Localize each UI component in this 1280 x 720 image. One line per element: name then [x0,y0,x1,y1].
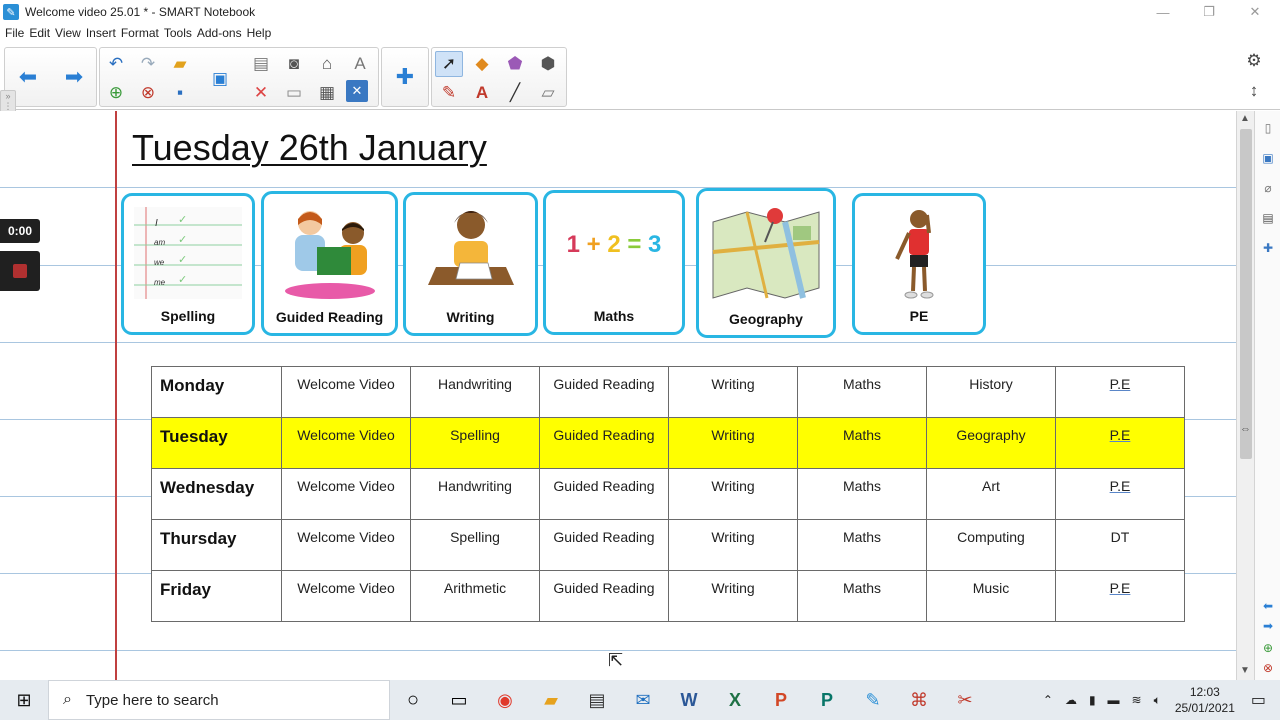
lesson-cell: Guided Reading [540,469,669,520]
mail-icon[interactable]: ✉ [635,689,651,710]
microphone-icon[interactable]: ▮ [1088,693,1096,707]
publisher-icon[interactable]: P [820,689,833,710]
lesson-cell: Maths [798,520,927,571]
save-icon[interactable]: ▪ [176,83,184,102]
timetable-row-wednesday [152,469,1185,520]
menu-view[interactable]: View [55,26,81,40]
show-hidden-icons-icon[interactable]: ⌃ [1042,693,1053,707]
day-label: Thursday [152,520,282,571]
lesson-cell: Maths [798,367,927,418]
spelling-sheet-icon [132,204,244,302]
card-label: PE [909,308,929,324]
redo-icon[interactable]: ↷ [140,54,156,73]
lesson-cell: Maths [798,571,927,622]
lesson-cell: Writing [669,367,798,418]
scrollbar-thumb[interactable] [1240,129,1252,459]
timetable-row-monday [152,367,1185,418]
screen-shade-icon[interactable]: ▭ [285,83,303,102]
lesson-cell: Art [927,469,1056,520]
clock-time: 12:03 [1189,685,1220,699]
gallery-icon[interactable]: ▣ [1262,151,1274,165]
menu-file[interactable]: File [5,26,25,40]
powerpoint-icon[interactable]: P [774,689,787,710]
lesson-cell: Writing [669,571,798,622]
spell-check-icon[interactable]: A [354,54,366,73]
wifi-icon[interactable]: ≋ [1131,693,1142,707]
lesson-cell: Handwriting [411,469,540,520]
lesson-cell: Writing [669,469,798,520]
lesson-cell: Writing [669,520,798,571]
vertical-scrollbar[interactable] [1236,111,1254,680]
lesson-cell [1056,367,1185,418]
spelling-word: we [154,258,165,267]
whiteboard-page[interactable] [0,111,1236,680]
lesson-cell: Guided Reading [540,520,669,571]
smart-notebook-app-icon: ✎ [3,4,19,20]
navigation-group [4,47,97,107]
delete-icon[interactable]: ✕ [253,83,269,102]
fill-tool-icon[interactable]: ⬢ [540,54,556,73]
clock-date: 25/01/2021 [1174,701,1235,715]
maths-card[interactable] [543,190,685,335]
lesson-cell: Arithmetic [411,571,540,622]
window-title: Welcome video 25.01 * - SMART Notebook [25,5,256,19]
windows-taskbar [0,680,1280,720]
lesson-cell: Guided Reading [540,418,669,469]
open-file-icon[interactable]: ▰ [173,54,187,73]
menu-tools[interactable]: Tools [163,26,192,40]
next-page-icon[interactable]: ➡ [64,64,84,89]
spelling-word: am [154,238,166,247]
lesson-cell: Welcome Video [282,520,411,571]
page-title[interactable]: Tuesday 26th January [132,127,487,168]
equation-term: 3 [648,230,662,258]
word-icon[interactable]: W [680,689,698,710]
pe-label: P.E [1109,580,1131,596]
stop-recording-button[interactable] [0,251,40,291]
chrome-icon[interactable]: ◉ [497,689,513,710]
equation-term: 2 [607,230,621,258]
add-page-side-icon[interactable]: ⊕ [1262,641,1274,655]
lesson-cell: Welcome Video [282,571,411,622]
next-page-side-icon[interactable]: ➡ [1262,619,1274,633]
add-page-icon[interactable]: ⊕ [108,83,124,102]
spelling-word: I [155,218,158,229]
undo-icon[interactable]: ↶ [108,54,124,73]
svg-text:✓: ✓ [178,213,188,226]
side-panel-grip[interactable]: » ⋮ [0,90,16,130]
delete-page-icon[interactable]: ⊗ [140,83,156,102]
lesson-cell: Guided Reading [540,367,669,418]
lesson-cell: Welcome Video [282,418,411,469]
spelling-card[interactable] [121,193,255,335]
lesson-cell [1056,418,1185,469]
addons-group [381,47,429,107]
rule-line [0,342,1236,343]
acrobat-icon[interactable]: ⌘ [910,689,928,710]
taskbar-search-box[interactable] [48,680,390,720]
file-explorer-icon[interactable]: ▰ [544,689,558,710]
close-tool-icon[interactable]: ✕ [346,80,368,102]
lesson-cell: Maths [798,418,927,469]
pens-tool-icon[interactable]: ✎ [441,83,457,102]
lesson-cell: Writing [669,418,798,469]
delete-page-side-icon[interactable]: ⊗ [1262,661,1274,675]
paste-icon[interactable]: ▤ [252,54,270,73]
menu-format[interactable]: Format [120,26,159,40]
shapes-tool-icon[interactable]: ◆ [475,54,489,73]
prev-page-side-icon[interactable]: ⬅ [1262,599,1274,613]
notifications-icon[interactable]: ▭ [1250,692,1266,709]
reading-children-icon [272,202,387,303]
lesson-cell [1056,571,1185,622]
shade-icon[interactable]: ⌂ [321,54,333,73]
day-label: Wednesday [152,469,282,520]
stop-icon [13,264,27,278]
lesson-cell [1056,469,1185,520]
restore-button[interactable]: ❐ [1203,4,1215,19]
timetable-row-tuesday [152,418,1185,469]
writing-card[interactable] [403,192,538,336]
lesson-cell: Maths [798,469,927,520]
attachments-icon[interactable]: ⌀ [1264,181,1272,195]
smart-notebook-icon[interactable]: ✎ [865,689,881,710]
screen-capture-icon[interactable]: ◙ [288,54,300,73]
recording-timer: 0:00 [0,219,40,243]
lesson-cell: Spelling [411,520,540,571]
search-icon: ⌕ [63,691,72,708]
map-icon [707,199,825,305]
spelling-word: me [154,278,166,287]
settings-gear-icon[interactable]: ⚙ [1246,51,1262,70]
close-window-button[interactable]: ✕ [1249,4,1261,19]
store-icon[interactable]: ▤ [588,689,606,710]
display-screen-icon[interactable]: ▣ [211,69,229,88]
eraser-tool-icon[interactable]: ⬟ [507,54,523,73]
onedrive-icon[interactable]: ☁ [1064,693,1077,707]
lesson-cell: History [927,367,1056,418]
lesson-cell: Spelling [411,418,540,469]
geography-card[interactable] [696,188,836,338]
main-toolbar [0,42,1280,110]
scroll-down-icon[interactable]: ▼ [1240,665,1250,676]
card-label: Geography [729,311,803,327]
addons-tab-icon[interactable]: ✚ [1262,241,1274,255]
guided-reading-card[interactable] [261,191,398,336]
card-label: Maths [593,308,635,324]
taskbar-clock[interactable] [1175,684,1235,716]
side-tabs-panel [1254,111,1280,680]
mouse-cursor-icon: ⇱ [608,650,624,670]
card-label: Writing [446,309,495,325]
tools-group [431,47,567,107]
edit-group [99,47,379,107]
task-view-icon[interactable]: ▭ [450,689,468,710]
menu-insert[interactable]: Insert [85,26,116,40]
menu-help[interactable]: Help [246,26,272,40]
excel-icon[interactable]: X [728,689,741,710]
day-label: Friday [152,571,282,622]
svg-text:✓: ✓ [178,233,188,246]
timetable-row-friday [152,571,1185,622]
select-tool-icon[interactable]: ➚ [435,51,463,77]
battery-icon[interactable]: ▬ [1107,693,1120,707]
lesson-cell: Music [927,571,1056,622]
lesson-cell: Welcome Video [282,367,411,418]
svg-text:✓: ✓ [178,273,188,286]
volume-icon[interactable]: 🔈︎ [1153,692,1161,707]
lesson-cell: DT [1056,520,1185,571]
search-placeholder: Type here to search [85,691,219,709]
snipping-icon[interactable]: ✂ [957,689,973,710]
lesson-cell: Handwriting [411,367,540,418]
equation-operator: + [586,230,601,258]
equation-term: 1 [566,230,580,258]
equation-operator: = [627,230,642,258]
line-tool-icon[interactable]: ╱ [509,83,521,102]
rule-line [0,187,1236,188]
scroll-up-icon[interactable]: ▲ [1240,113,1250,124]
pe-label: P.E [1109,478,1131,494]
system-tray [1037,680,1280,720]
day-label: Tuesday [152,418,282,469]
timetable-row-thursday [152,520,1185,571]
card-label: Guided Reading [275,309,384,325]
resize-handle-icon[interactable]: ⇔ [1240,423,1251,435]
page-sorter-icon[interactable]: ▯ [1264,121,1272,135]
minimize-button[interactable]: — [1156,4,1170,20]
card-label: Spelling [160,308,216,324]
cortana-icon[interactable]: ○ [406,688,420,711]
text-tool-icon[interactable]: A [475,83,489,102]
day-label: Monday [152,367,282,418]
maths-equation-icon [554,201,674,288]
properties-icon[interactable]: ▤ [1262,211,1274,225]
writing-child-icon [414,203,527,303]
pe-label: P.E [1109,427,1131,443]
menu-addons[interactable]: Add-ons [196,26,242,40]
table-icon[interactable]: ▦ [318,83,336,102]
lesson-cell: Computing [927,520,1056,571]
windows-start-icon[interactable]: ⊞ [16,689,32,710]
previous-page-icon[interactable]: ⬅ [18,64,38,89]
lesson-cell: Guided Reading [540,571,669,622]
menu-bar [0,24,1280,42]
margin-line [115,111,117,680]
eraser-icon[interactable]: ▱ [541,83,555,102]
pe-card[interactable] [852,193,986,335]
move-toolbar-icon[interactable]: ↕ [1249,81,1259,100]
svg-text:✓: ✓ [178,253,188,266]
pe-label: P.E [1109,376,1131,392]
window-titlebar [0,0,1280,24]
pe-child-icon [863,204,975,302]
timetable[interactable] [151,366,1185,622]
menu-edit[interactable]: Edit [29,26,51,40]
puzzle-icon[interactable]: ✚ [395,64,415,89]
lesson-cell: Welcome Video [282,469,411,520]
lesson-cell: Geography [927,418,1056,469]
